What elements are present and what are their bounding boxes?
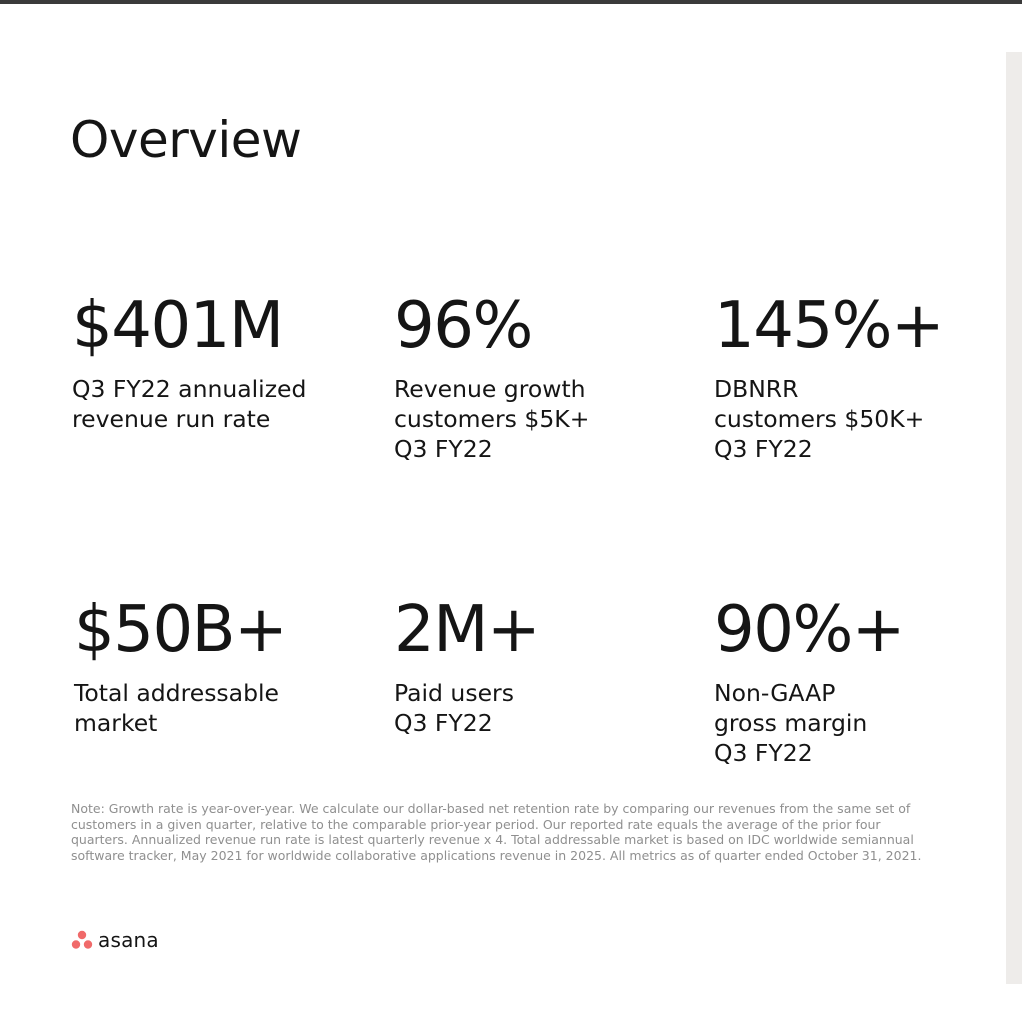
asana-logo-icon xyxy=(70,928,94,952)
metric-gross-margin xyxy=(714,592,904,768)
metric-description: Non-GAAP gross margin Q3 FY22 xyxy=(714,679,868,767)
metric-value: 2M+ xyxy=(394,593,540,667)
metric-description: DBNRR customers $50K+ Q3 FY22 xyxy=(714,375,925,463)
metric-dbnrr xyxy=(714,288,943,464)
metric-description: Total addressable market xyxy=(74,679,279,737)
page-title: Overview xyxy=(70,111,302,169)
metric-revenue-growth xyxy=(394,288,589,464)
scrollbar-track[interactable] xyxy=(1006,52,1022,984)
metric-description: Q3 FY22 annualized revenue run rate xyxy=(72,375,307,433)
metric-value: $50B+ xyxy=(74,593,287,667)
metric-description: Paid users Q3 FY22 xyxy=(394,679,514,737)
metric-value: 145%+ xyxy=(714,289,944,363)
metric-annualized-revenue-run-rate xyxy=(72,288,306,434)
metric-value: 90%+ xyxy=(714,593,904,667)
top-border xyxy=(0,0,1022,4)
metric-paid-users xyxy=(394,592,539,738)
footnote: Note: Growth rate is year-over-year. We calculate our dollar-based net retention rate by comparing our revenues from the same set of customers in a given quarter, relative to the comparable prior-year period. Our reported rate equals the average of the prior four quarters. Annualized revenue run rate is latest quarterly revenue x 4. Total addressable market is based on IDC worldwide semiannual software tracker, May 2021 for worldwide collaborative applications revenue in 2025. All metrics as of quarter ended October 31, 2021. xyxy=(71,801,922,863)
asana-logo xyxy=(70,928,159,952)
metric-description: Revenue growth customers $5K+ Q3 FY22 xyxy=(394,375,590,463)
asana-logo-text: asana xyxy=(98,928,159,952)
metric-value: 96% xyxy=(394,289,532,363)
metric-total-addressable-market xyxy=(74,592,286,738)
metric-value: $401M xyxy=(72,289,283,363)
